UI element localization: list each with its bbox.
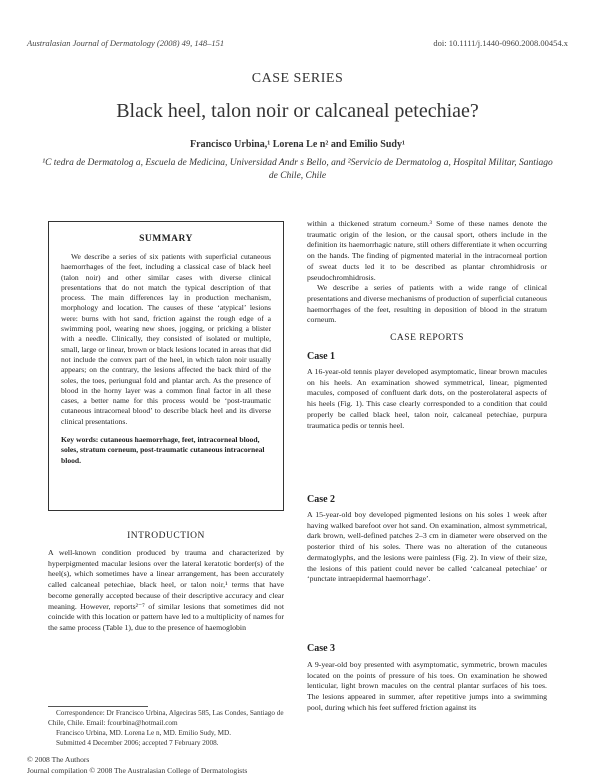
- correspondence-block: [48, 709, 284, 748]
- intro-continuation: within a thickened stratum corneum.³ Some of these names denote the traumatic origin of the lesion, or the causal sport, others include in the definition its haemorrhagic nature, still others differentiate it when occurring on the hands. The finding of pigmented material in the intracorneal portion of sweat ducts led it to be described as plantar chromhidrosis or pseudochromhidrosis.: [307, 219, 547, 282]
- keywords: Key words: cutaneous haemorrhage, feet, intracorneal blood, soles, stratum corneum, post-traumatic cutaneous intracorneal blood.: [61, 435, 265, 465]
- introduction-paragraph: A well-known condition produced by trauma and characterized by hyperpigmented macular lesions over the lateral keratotic border(s) of the heel(s), which sometimes have a linear arrangement, has been accurately called calcaneal petechiae, black heel, or talon noir,¹ terms that have become generally accepted because of their descriptive accuracy and clear meaning. However, reports²⁻⁷ of similar lesions that sometimes did not coincide with this location or pattern have led to a multiplicity of names for the same process (Table 1), due to the presence of haemoglobin: [48, 548, 284, 632]
- summary-heading: SUMMARY: [139, 234, 193, 244]
- case2-heading: Case 2: [307, 494, 336, 505]
- affiliation: ¹C tedra de Dermatolog a, Escuela de Medicina, Universidad Andr s Bello, and ²Servicio de Dermatolog a, Hospital Militar, Santiago de Chile, Chile: [42, 158, 553, 181]
- footnote-divider: [48, 706, 148, 707]
- author-credentials: Francisco Urbina, MD. Lorena Le n, MD. Emilio Sudy, MD.: [56, 729, 232, 738]
- intro-paragraph-2: We describe a series of patients with a wide range of clinical presentations and diverse mechanisms of production of superficial cutaneous haemorrhages of the feet, resulting in deposition of blood in the stratum corneum.: [307, 283, 547, 325]
- section-label: CASE SERIES: [251, 71, 344, 86]
- correspondence-address: Correspondence: Dr Francisco Urbina, Algeciras 585, Las Condes, Santiago de Chile, Chile. Email: fcourbina@hotmail.com: [48, 709, 284, 727]
- case1-text: A 16-year-old tennis player developed asymptomatic, linear brown macules on his heels. An examination showed symmetrical, linear, pigmented macules, composed of confluent dark dots, on the posterolateral aspects of his heels (Fig. 1). This case clearly corresponded to a condition that could properly be called black heel, talon noir, calcaneal petechiae, purpura traumatica pedis or tennis heel.: [307, 367, 547, 430]
- author-list: Francisco Urbina,¹ Lorena Le n² and Emilio Sudy¹: [190, 139, 405, 150]
- introduction-text: [48, 548, 284, 634]
- journal-citation: Australasian Journal of Dermatology (2008) 49, 148–151: [27, 38, 225, 48]
- copyright-compilation: Journal compilation © 2008 The Australasian College of Dermatologists: [27, 765, 248, 775]
- case3-text: A 9-year-old boy presented with asymptomatic, symmetric, brown macules located on the points of pressure of his toes. On examination he showed lenticular, light brown macules on the central plantar surfaces of his toes. The lesions appeared in summer, after repetitive jumps into a swimming pool, during which his feet suffered friction against its: [307, 660, 547, 712]
- summary-box: [48, 221, 284, 511]
- doi-link[interactable]: doi: 10.1111/j.1440-0960.2008.00454.x: [433, 38, 568, 48]
- copyright-authors: © 2008 The Authors: [27, 755, 90, 764]
- right-column-intro: [307, 219, 547, 326]
- case3-heading: Case 3: [307, 643, 336, 654]
- case2-text: A 15-year-old boy developed pigmented lesions on his soles 1 week after having walked barefoot over hot sand. On examination, almost symmetrical, dark brown, well-defined patches 2–3 cm in diameter were observed on the posterior third of his soles. There was no alteration of the cutaneous dermatoglyphs, and the lesions were painless (Fig. 2). In view of their size, the lesions of this patient could never be called ‘calcaneal petechiae’ or ‘punctate intraepidermal haemorrhage’.: [307, 510, 547, 584]
- submission-dates: Submitted 4 December 2006; accepted 7 February 2008.: [56, 738, 219, 747]
- case-reports-heading: CASE REPORTS: [390, 333, 464, 343]
- summary-text: We describe a series of six patients with superficial cutaneous haemorrhages of the feet, including a classical case of black heel (talon noir) and other similar cases with diverse clinical presentations that do not match the typical description of that process. The main differences lay in production mechanism, morphology and location. The causes of these ‘atypical’ lesions were: burns with hot sand, friction against the rough edge of a swimming pool, wearing new shoes, jogging, or pricking a blister with a needle. Clinically, they consisted of isolated or multiple, small, large or linear, brown or black lesions located in areas that did not include the convex part of the heel, in which talon noir usually appears; on the contrary, the lesions affected the back third of the soles, the toes, periungual fold and plantar arch. As the presence of blood in the horny layer was a common final factor in all these cases, a better name for this process would be ‘post-traumatic cutaneous intracorneal blood’ to describe black heel and its diverse clinical presentations.: [61, 252, 271, 426]
- article-title: Black heel, talon noir or calcaneal petechiae?: [116, 100, 479, 122]
- case1-heading: Case 1: [307, 351, 336, 362]
- copyright-footer: [27, 755, 247, 776]
- introduction-heading: INTRODUCTION: [127, 531, 205, 541]
